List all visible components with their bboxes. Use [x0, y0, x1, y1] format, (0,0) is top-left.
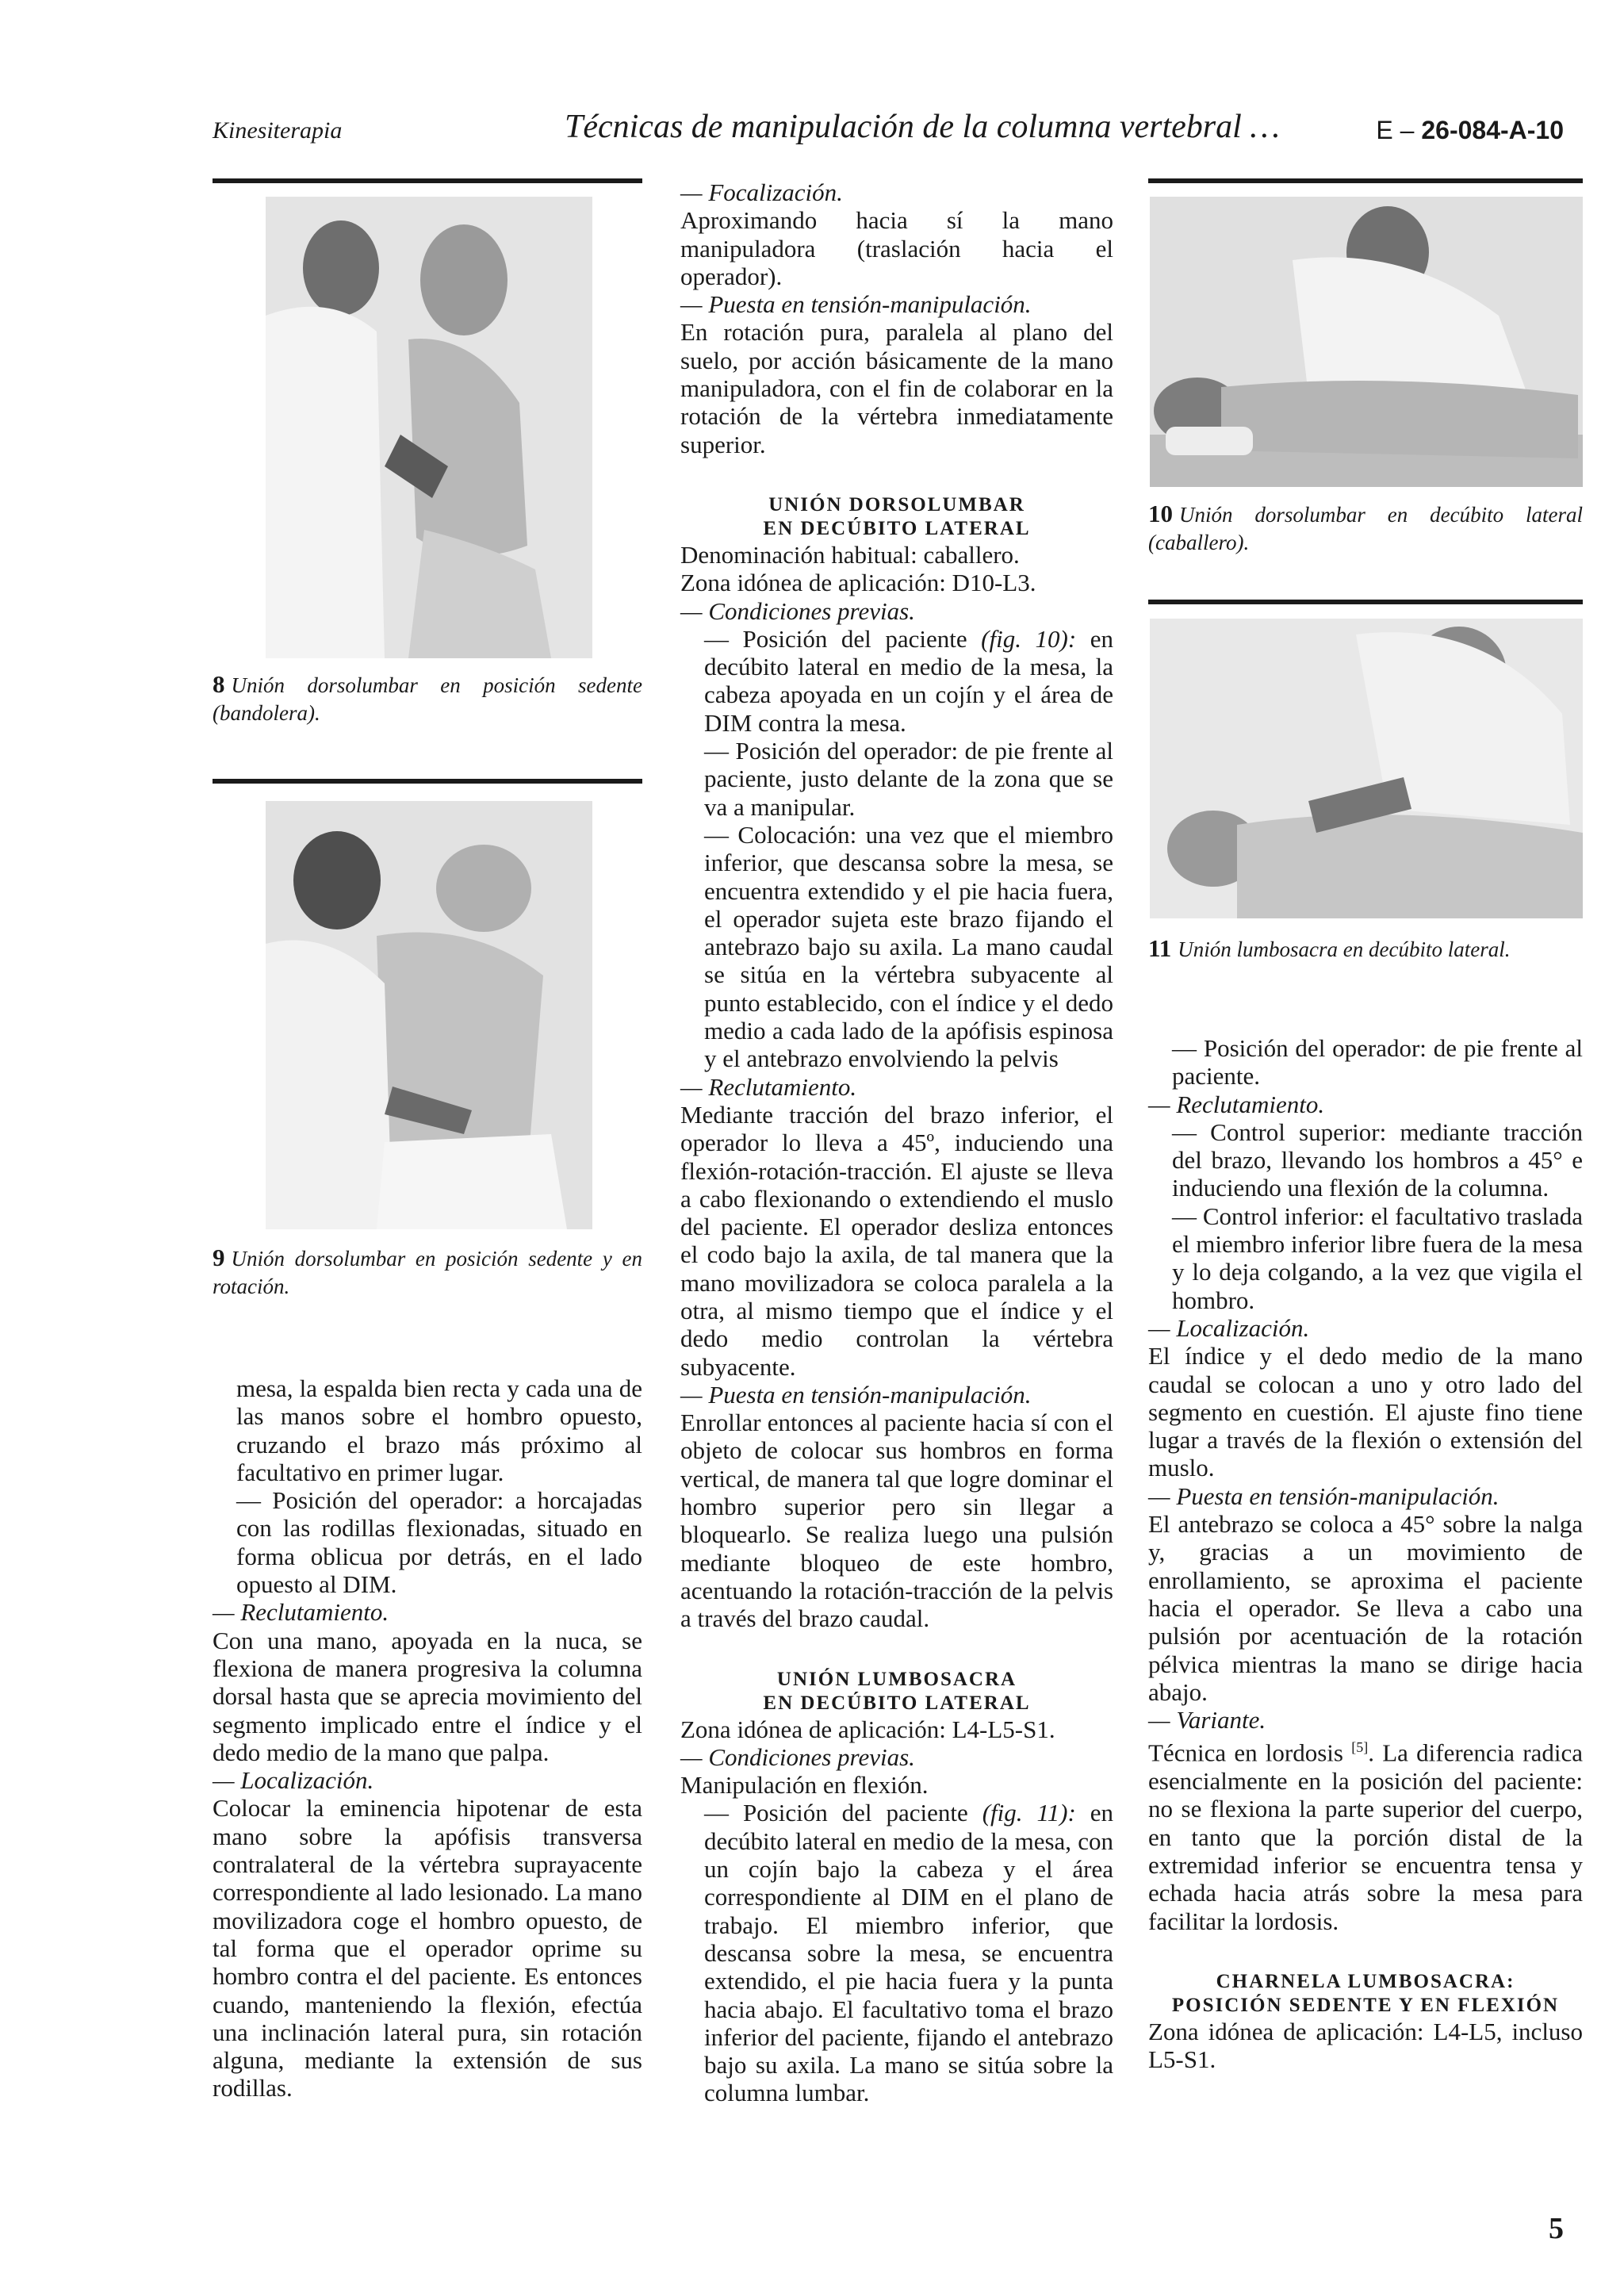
paragraph: En rotación pura, paralela al plano del suelo, por acción básicamente de la mano manipuladora, con el fin de colaborar en la rotación de la vértebra inmediatamente superior. [680, 318, 1113, 458]
paragraph: Colocar la eminencia hipotenar de esta mano sobre la apófisis transversa contralateral de la vértebra suprayacente correspondiente al lado lesionado. La mano movilizadora coge el hombro opuesto, de tal forma que el operador oprime su hombro contra el del paciente. Es entonces cuando, manteniendo la flexión, efectúa una inclinación lateral pura, sin rotación alguna, mediante la extensión de sus rodillas. [213, 1794, 642, 2102]
paragraph: mesa, la espalda bien recta y cada una de las manos sobre el hombro opuesto, cruzando el brazo más próximo al facultativo en primer lugar. [236, 1374, 642, 1486]
paragraph: Enrollar entonces al paciente hacia sí con el objeto de colocar sus hombros en forma vertical, de manera tal que logre dominar el hombro superior pero sin llegar a bloquearlo. Se realiza luego una pulsión mediante bloqueo de este hombro, acentuando la rotación-tracción de la pelvis a través del brazo caudal. [680, 1409, 1113, 1633]
running-header-title: Técnicas de manipulación de la columna vertebral … [565, 109, 1280, 145]
figure-11-photo [1150, 619, 1583, 918]
paragraph: — Control inferior: el facultativo traslada el miembro inferior libre fuera de la mesa y lo deja colgando, a la vez que vigila el hombro. [1172, 1202, 1583, 1314]
paragraph: Denominación habitual: caballero. [680, 540, 1020, 569]
step-heading: — Reclutamiento. [680, 1072, 857, 1101]
step-heading: — Reclutamiento. [1148, 1090, 1325, 1118]
figure-11-rule [1148, 600, 1583, 604]
step-heading: — Reclutamiento. [213, 1598, 389, 1627]
figure-9-photo [266, 801, 592, 1229]
caption-text: Unión dorsolumbar en posición sedente y en rotación. [213, 1247, 642, 1298]
step-heading: — Condiciones previas. [680, 596, 915, 625]
paragraph: Zona idónea de aplicación: L4-L5-S1. [680, 1715, 1055, 1743]
figure-number: 9 [213, 1244, 225, 1271]
step-heading: — Condiciones previas. [680, 1742, 915, 1771]
paragraph: — Control superior: mediante tracción del brazo, llevando los hombros a 45° e induciendo una flexión de la columna. [1172, 1117, 1583, 1202]
step-heading: — Puesta en tensión-manipulación. [1148, 1481, 1500, 1510]
paragraph: Mediante tracción del brazo inferior, el operador lo lleva a 45º, induciendo una flexión-rotación-tracción. El ajuste se lleva a cabo flexionando o extendiendo el muslo del paciente. El operador desliza entonces el codo bajo la axila, de tal manera que la mano movilizadora se coloca paralela a la otra, al mismo tiempo que el índice y el dedo medio controlan la vértebra subyacente. [680, 1100, 1113, 1381]
figure-number: 8 [213, 670, 225, 698]
paragraph: Técnica en lordosis [5]. La diferencia radica esencialmente en la posición del paciente: no se flexiona la parte superior del cuerpo, en tanto que la porción distal de la extremidad inferior se encuentra tensa y echada hacia atrás sobre la mesa para facilitar la lordosis. [1148, 1738, 1583, 1935]
figure-number: 10 [1148, 500, 1173, 527]
figure-9-caption [213, 1244, 642, 1301]
step-heading: — Focalización. [680, 178, 843, 206]
step-heading: — Localización. [1148, 1313, 1310, 1342]
column-2-text [680, 178, 1113, 2107]
paragraph: Zona idónea de aplicación: D10-L3. [680, 569, 1036, 597]
step-heading: — Puesta en tensión-manipulación. [680, 1380, 1032, 1409]
section-heading: UNIÓN DORSOLUMBAR EN DECÚBITO LATERAL [763, 493, 1031, 539]
paragraph: Con una mano, apoyada en la nuca, se flexiona de manera progresiva la columna dorsal hasta que se aprecia movimiento del segmento implicado entre el índice y el dedo medio de la mano que palpa. [213, 1626, 642, 1766]
paragraph: Aproximando hacia sí la mano manipuladora (traslación hacia el operador). [680, 206, 1113, 290]
caption-text: Unión lumbosacra en decúbito lateral. [1178, 937, 1511, 961]
figure-9-rule [213, 779, 642, 784]
paragraph: — Colocación: una vez que el miembro inferior, que descansa sobre la mesa, se encuentra extendido y el pie hacia fuera, el operador sujeta este brazo fijando el antebrazo bajo su axila. La mano caudal se sitúa en la vértebra subyacente al punto establecido, con el índice y el dedo medio a cada lado de la apófisis espinosa y el antebrazo envolviendo la pelvis [704, 820, 1113, 1073]
paragraph: Zona idónea de aplicación: L4-L5, incluso L5-S1. [1148, 2017, 1583, 2074]
column-3-text [1148, 1034, 1583, 2073]
figure-10-photo [1150, 197, 1583, 487]
paragraph: — Posición del operador: de pie frente al paciente, justo delante de la zona que se va a manipular. [704, 737, 1113, 821]
caption-text: Unión dorsolumbar en posición sedente (bandolera). [213, 673, 642, 725]
citation-reference: [5] [1351, 1739, 1369, 1756]
paragraph: El antebrazo se coloca a 45° sobre la nalga y, gracias a un movimiento de enrollamiento, se aproxima el paciente hacia el operador. Se lleva a cabo una pulsión por acentuación de la rotación pélvica mientras la mano se dirige hacia abajo. [1148, 1510, 1583, 1706]
step-heading: — Puesta en tensión-manipulación. [680, 290, 1032, 319]
reference-code: 26-084-A-10 [1421, 116, 1564, 144]
paragraph: Manipulación en flexión. [680, 1771, 929, 1800]
figure-number: 11 [1148, 934, 1172, 962]
paragraph: — Posición del paciente (fig. 11): en decúbito lateral en medio de la mesa, con un cojín bajo la cabeza y el área correspondiente al DIM en el plano de trabajo. El miembro inferior, que descansa sobre la mesa, se encuentra extendido, el pie hacia fuera y la punta hacia abajo. El facultativo toma el brazo inferior del paciente, fijando el antebrazo bajo su axila. La mano se sitúa sobre la columna lumbar. [704, 1799, 1114, 2107]
section-heading: UNIÓN LUMBOSACRA EN DECÚBITO LATERAL [763, 1668, 1031, 1714]
figure-8-photo [266, 197, 592, 658]
figure-8-caption [213, 670, 642, 727]
paragraph: El índice y el dedo medio de la mano caudal se colocan a uno y otro lado del segmento en cuestión. El ajuste fino tiene lugar a través de la flexión o extensión del muslo. [1148, 1342, 1583, 1482]
figure-10-caption [1148, 500, 1583, 557]
figure-10-rule [1148, 178, 1583, 183]
column-1-text [213, 1374, 642, 2102]
figure-8-rule [213, 178, 642, 183]
paragraph: — Posición del operador: a horcajadas con las rodillas flexionadas, situado en forma oblicua por detrás, en el lado opuesto al DIM. [236, 1486, 642, 1599]
figure-11-caption [1148, 934, 1583, 964]
step-heading: — Variante. [1148, 1706, 1266, 1734]
step-heading: — Localización. [213, 1766, 374, 1795]
running-header-reference [1376, 116, 1564, 145]
paragraph: — Posición del operador: de pie frente al paciente. [1172, 1034, 1583, 1091]
section-heading: CHARNELA LUMBOSACRA: POSICIÓN SEDENTE Y EN FLEXIÓN [1171, 1970, 1560, 2016]
caption-text: Unión dorsolumbar en decúbito lateral (caballero). [1148, 503, 1583, 554]
paragraph: — Posición del paciente (fig. 10): en decúbito lateral en medio de la mesa, la cabeza apoyada en un cojín y el área de DIM contra la mesa. [704, 624, 1114, 737]
reference-prefix: E – [1376, 116, 1415, 144]
running-header-section: Kinesiterapia [213, 117, 343, 144]
page-number: 5 [1549, 2212, 1564, 2245]
